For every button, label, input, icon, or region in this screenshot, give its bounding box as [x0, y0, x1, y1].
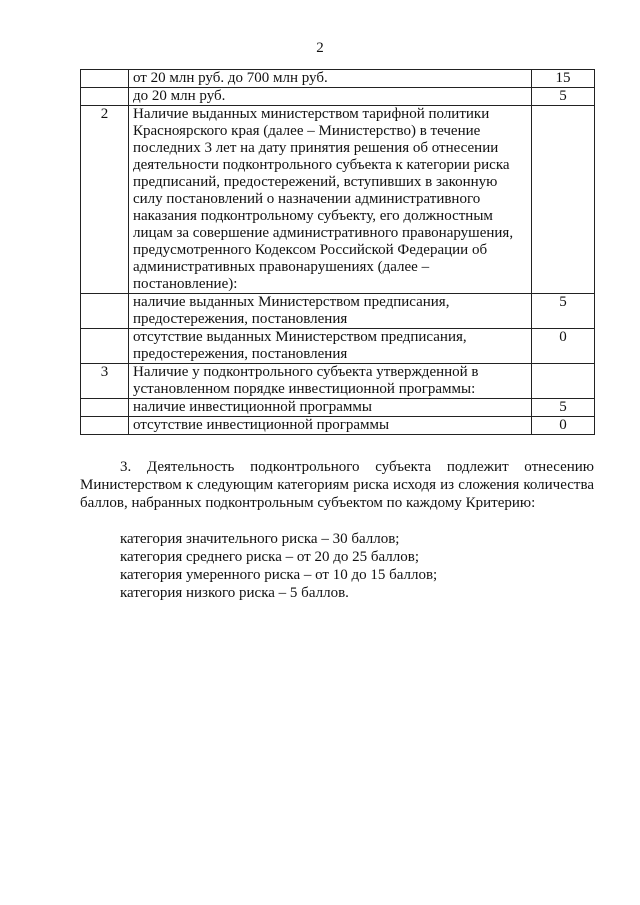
table-row [81, 364, 595, 399]
table-row [81, 399, 595, 417]
table-row [81, 106, 595, 294]
row-number [81, 70, 129, 88]
table-row [81, 70, 595, 88]
row-text: от 20 млн руб. до 700 млн руб. [129, 70, 532, 88]
row-number [81, 88, 129, 106]
row-number [81, 417, 129, 435]
row-score: 0 [532, 329, 595, 364]
risk-category-item: категория среднего риска – от 20 до 25 баллов; [120, 549, 419, 565]
row-text: Наличие выданных министерством тарифной политики Красноярского края (далее – Министерство) в течение последних 3 лет на дату принятия решения об отнесении деятельности подконтрольного субъекта к категории риска предписаний, предостережений, вступивших в законную силу постановлений о назначении административного наказания подконтрольному субъекту, его должностным лицам за совершение административного правонарушения, предусмотренного Кодексом Российской Федерации об административных правонарушениях (далее – постановление): [129, 106, 532, 294]
page-number: 2 [316, 40, 324, 56]
risk-category-item: категория значительного риска – 30 баллов; [120, 531, 400, 547]
row-score: 15 [532, 70, 595, 88]
row-number: 3 [81, 364, 129, 399]
row-text: наличие выданных Министерством предписания, предостережения, постановления [129, 294, 532, 329]
row-score [532, 106, 595, 294]
row-number [81, 399, 129, 417]
row-score: 0 [532, 417, 595, 435]
risk-category-item: категория умеренного риска – от 10 до 15 баллов; [120, 567, 438, 583]
row-text: наличие инвестиционной программы [129, 399, 532, 417]
row-number: 2 [81, 106, 129, 294]
risk-category-list [120, 530, 437, 602]
table-row [81, 329, 595, 364]
row-score: 5 [532, 88, 595, 106]
table-row [81, 294, 595, 329]
row-score [532, 364, 595, 399]
row-text: отсутствие выданных Министерством предписания, предостережения, постановления [129, 329, 532, 364]
risk-category-item: категория низкого риска – 5 баллов. [120, 585, 349, 601]
paragraph-risk-categories: 3. Деятельность подконтрольного субъекта подлежит отнесению Министерством к следующим категориям риска исходя из сложения количества баллов, набранных подконтрольным субъектом по каждому Критерию: [80, 459, 594, 511]
row-text: Наличие у подконтрольного субъекта утвержденной в установленном порядке инвестиционной программы: [129, 364, 532, 399]
row-number [81, 294, 129, 329]
row-score: 5 [532, 399, 595, 417]
row-text: до 20 млн руб. [129, 88, 532, 106]
table-row [81, 88, 595, 106]
row-number [81, 329, 129, 364]
criteria-table [80, 69, 595, 435]
table-row [81, 417, 595, 435]
row-score: 5 [532, 294, 595, 329]
row-text: отсутствие инвестиционной программы [129, 417, 532, 435]
